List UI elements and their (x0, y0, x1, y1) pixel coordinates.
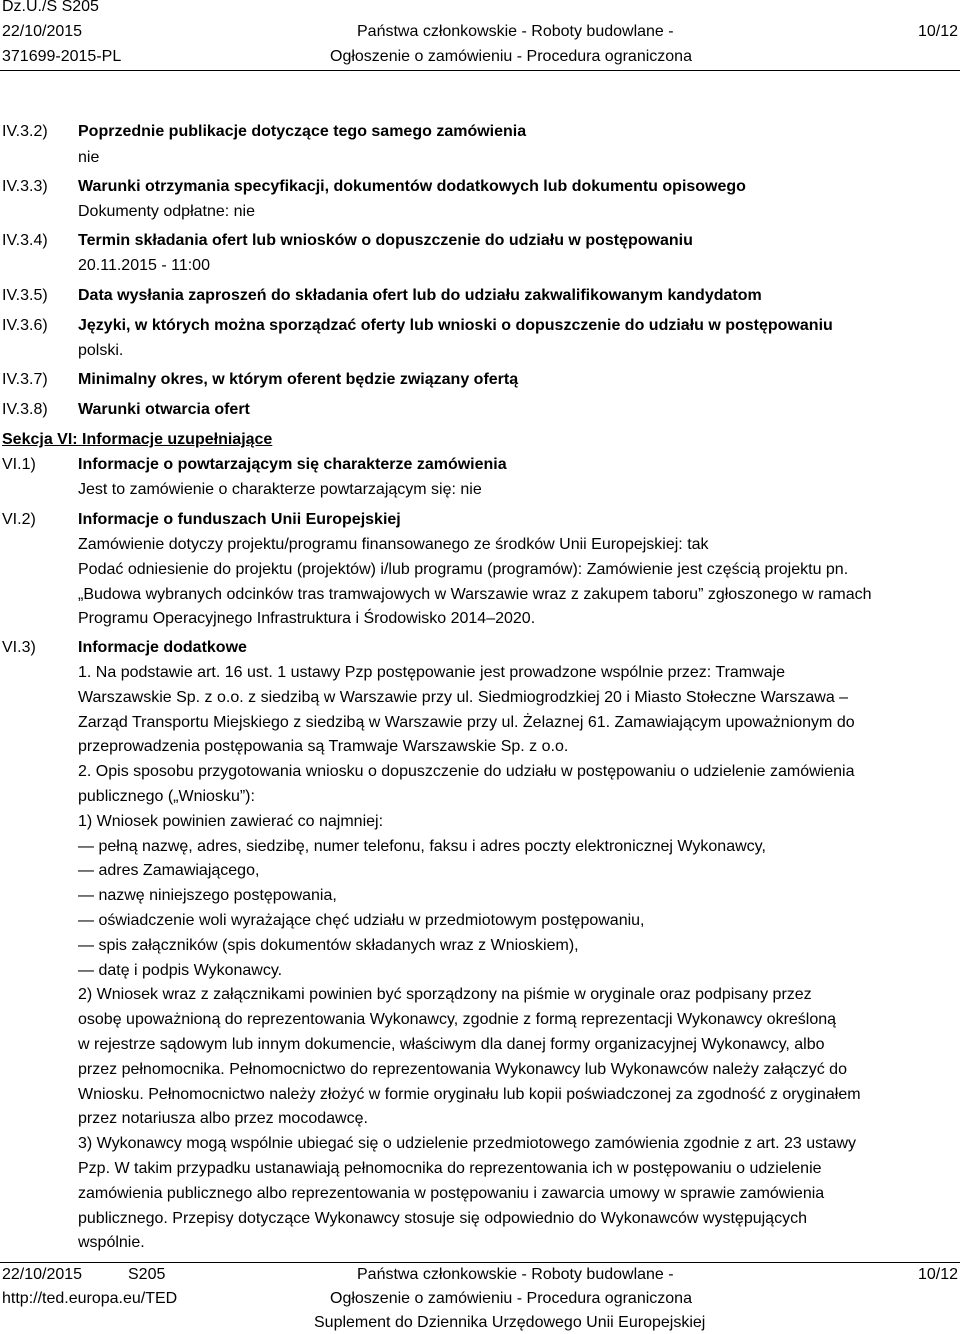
section-value: polski. (78, 342, 124, 359)
section-title: Poprzednie publikacje dotyczące tego samego zamówienia (78, 123, 527, 140)
text-line: 1. Na podstawie art. 16 ust. 1 ustawy Pzp postępowanie jest prowadzone wspólnie przez: Tramwaje (78, 664, 786, 681)
header-doc-id: 371699-2015-PL (2, 48, 122, 65)
section-value: Jest to zamówienie o charakterze powtarzającym się: nie (78, 481, 482, 498)
section-value: nie (78, 149, 100, 166)
footer-divider (0, 1262, 960, 1263)
text-line: 1) Wniosek powinien zawierać co najmniej: (78, 812, 384, 830)
text-line: Pzp. W takim przypadku ustanawiają pełnomocnika do reprezentowania ich w postępowaniu o udzielenie (78, 1159, 822, 1177)
section-title: Warunki otrzymania specyfikacji, dokumentów dodatkowych lub dokumentu opisowego (78, 178, 746, 195)
section-title: Informacje o funduszach Unii Europejskiej (78, 511, 401, 528)
section-number: IV.3.3) (2, 178, 48, 195)
text-line: Zarząd Transportu Miejskiego z siedzibą w Warszawie przy ul. Żelaznej 61. Zamawiającym upoważnionym do (78, 713, 855, 731)
text-line: przez pełnomocnika. Pełnomocnictwo do reprezentowania Wykonawcy lub Wykonawców należy załączyć do (78, 1060, 847, 1078)
section-title: Warunki otwarcia ofert (78, 401, 250, 418)
text-line: 3) Wykonawcy mogą wspólnie ubiegać się o udzielenie przedmiotowego zamówienia zgodnie z art. 23 ustawy (78, 1135, 857, 1153)
text-line: Podać odniesienie do projektu (projektów) i/lub programu (programów): Zamówienie jest częścią projektu pn. (78, 560, 849, 578)
section-title: Termin składania ofert lub wniosków o dopuszczenie do udziału w postępowaniu (78, 232, 693, 249)
text-line: Programu Operacyjnego Infrastruktura i Środowisko 2014–2020. (78, 610, 536, 628)
text-line: 2) Wniosek wraz z załącznikami powinien być sporządzony na piśmie w oryginale oraz podpisany przez (78, 986, 812, 1004)
eu-funds-text (78, 533, 958, 632)
header-journal: Dz.U./S S205 (2, 0, 99, 15)
section-heading: Sekcja VI: Informacje uzupełniające (2, 431, 273, 448)
section-number: VI.2) (2, 511, 36, 528)
footer-url[interactable]: http://ted.europa.eu/TED (2, 1290, 178, 1307)
header-page: 10/12 (917, 23, 958, 40)
section-number: VI.1) (2, 456, 36, 473)
footer-title-line2: Ogłoszenie o zamówieniu - Procedura ograniczona (330, 1290, 692, 1307)
section-number: IV.3.7) (2, 371, 48, 388)
text-line: w rejestrze sądowym lub innym dokumencie, właściwym dla danej formy organizacyjnej Wykonawcy, albo (78, 1035, 825, 1053)
section-title: Minimalny okres, w którym oferent będzie związany ofertą (78, 371, 519, 388)
section-number: IV.3.2) (2, 123, 48, 140)
text-line: — adres Zamawiającego, (78, 862, 260, 880)
footer-date: 22/10/2015 (2, 1266, 83, 1283)
section-number: IV.3.8) (2, 401, 48, 418)
header-divider (0, 70, 960, 71)
section-title: Informacje o powtarzającym się charakterze zamówienia (78, 456, 507, 473)
text-line: Zamówienie dotyczy projektu/programu finansowanego ze środków Unii Europejskiej: tak (78, 536, 709, 553)
text-line: — nazwę niniejszego postępowania, (78, 887, 337, 905)
text-line: Warszawskie Sp. z o.o. z siedzibą w Warszawie przy ul. Siedmiogrodzkiej 20 i Miasto Stołeczne Warszawa – (78, 688, 849, 706)
header-date: 22/10/2015 (2, 23, 83, 40)
section-value: 20.11.2015 - 11:00 (78, 257, 210, 274)
text-line: publicznego. Przepisy dotyczące Wykonawcy stosuje się odpowiednio do Wykonawców występujących (78, 1209, 807, 1227)
text-line: — oświadczenie woli wyrażające chęć udziału w przedmiotowym postępowaniu, (78, 911, 645, 929)
text-line: zamówienia publicznego albo reprezentowania w postępowaniu i zawarcia umowy w sprawie zamówienia (78, 1184, 825, 1202)
text-line: przeprowadzenia postępowania są Tramwaje Warszawskie Sp. z o.o. (78, 738, 569, 756)
text-line: „Budowa wybranych odcinków tras tramwajowych w Warszawie wraz z zakupem taboru” zgłoszonego w ramach (78, 585, 872, 603)
section-title: Informacje dodatkowe (78, 639, 247, 656)
text-line: wspólnie. (78, 1234, 145, 1252)
section-title: Data wysłania zaproszeń do składania ofert lub do udziału zakwalifikowanym kandydatom (78, 287, 762, 304)
header-title-line2: Ogłoszenie o zamówieniu - Procedura ograniczona (330, 48, 692, 65)
section-title: Języki, w których można sporządzać oferty lub wnioski o dopuszczenie do udziału w postępowaniu (78, 317, 833, 334)
additional-info-text (78, 661, 958, 1256)
footer-page: 10/12 (917, 1266, 958, 1283)
text-line: — pełną nazwę, adres, siedzibę, numer telefonu, faksu i adres poczty elektronicznej Wykonawcy, (78, 837, 766, 855)
header-title-line1: Państwa członkowskie - Roboty budowlane - (357, 23, 674, 40)
text-line: osobę upoważnioną do reprezentowania Wykonawcy, zgodnie z formą reprezentacji Wykonawcy określoną (78, 1011, 837, 1029)
text-line: 2. Opis sposobu przygotowania wniosku o dopuszczenie do udziału w postępowaniu o udzielenie zamówienia (78, 763, 855, 781)
footer-title-line3: Suplement do Dziennika Urzędowego Unii Europejskiej (314, 1314, 706, 1331)
text-line: — datę i podpis Wykonawcy. (78, 961, 283, 979)
section-number: IV.3.5) (2, 287, 48, 304)
section-number: IV.3.4) (2, 232, 48, 249)
text-line: przez notariusza albo przez mocodawcę. (78, 1110, 368, 1128)
text-line: Wniosku. Pełnomocnictwo należy złożyć w formie oryginału lub kopii poświadczonej za zgodność z oryginałem (78, 1085, 861, 1103)
section-value: Dokumenty odpłatne: nie (78, 203, 255, 220)
text-line: publicznego („Wniosku”): (78, 787, 255, 805)
footer-title-line1: Państwa członkowskie - Roboty budowlane - (357, 1266, 674, 1283)
section-number: VI.3) (2, 639, 36, 656)
section-number: IV.3.6) (2, 317, 48, 334)
footer-issue: S205 (128, 1266, 166, 1283)
text-line: — spis załączników (spis dokumentów składanych wraz z Wnioskiem), (78, 936, 579, 954)
